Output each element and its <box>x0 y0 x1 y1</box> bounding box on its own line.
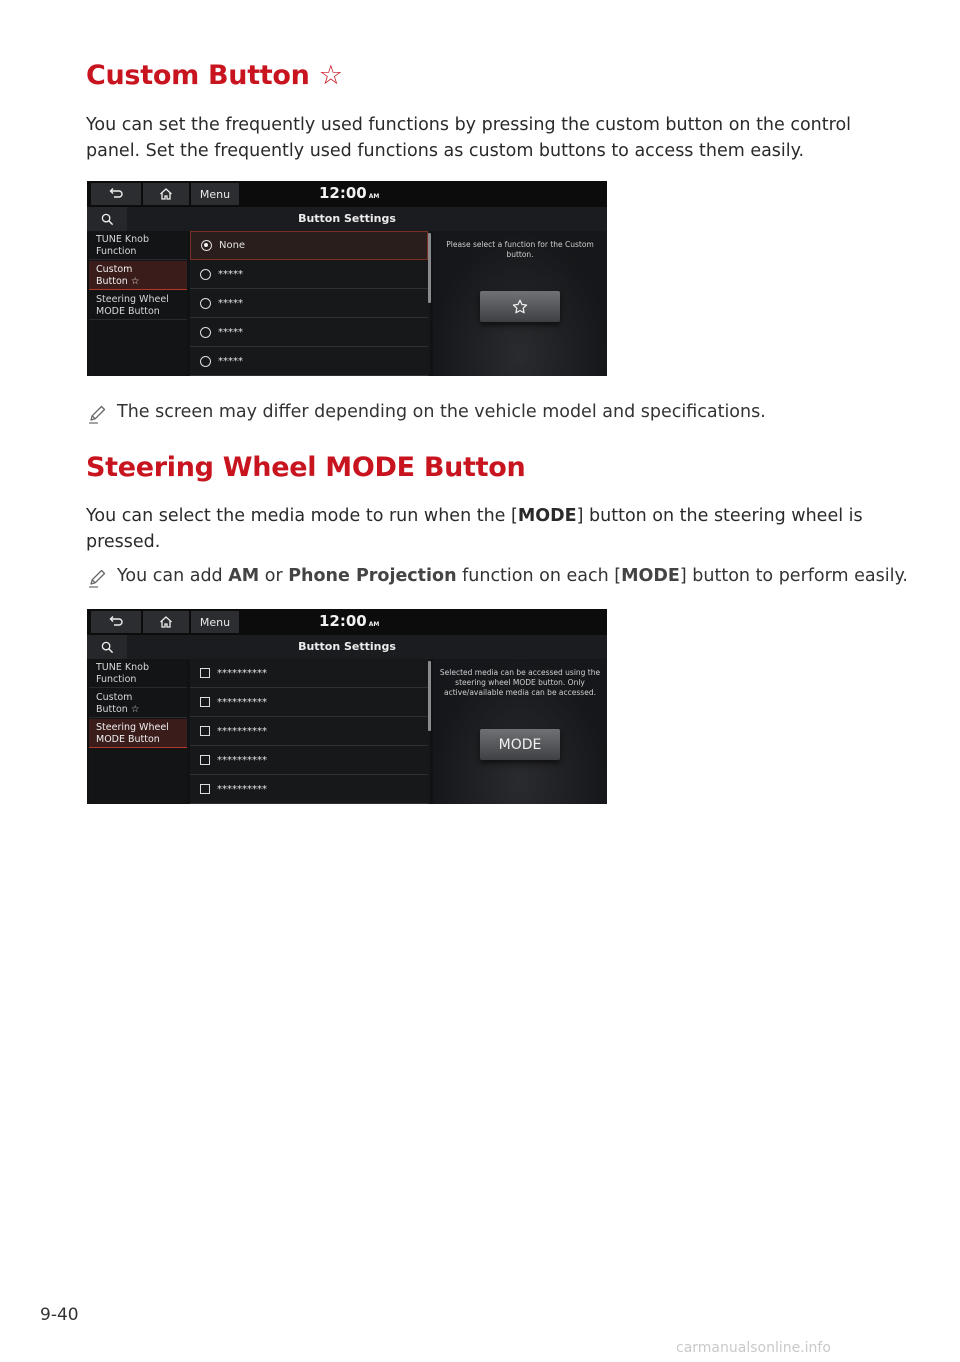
checkbox-icon <box>200 755 210 765</box>
info-panel <box>433 659 607 804</box>
scrollbar[interactable] <box>428 233 431 303</box>
option-row[interactable]: None <box>190 231 428 260</box>
search-icon <box>101 641 114 654</box>
option-row[interactable]: ********** <box>190 717 428 746</box>
option-row[interactable]: ********** <box>190 775 428 804</box>
checkbox-icon <box>200 726 210 736</box>
pencil-note-icon <box>86 567 108 589</box>
option-row[interactable]: ********** <box>190 688 428 717</box>
search-icon <box>101 213 114 226</box>
settings-sidebar <box>89 231 187 376</box>
scrollbar[interactable] <box>428 661 431 731</box>
page-number: 9-40 <box>40 1305 79 1325</box>
option-row[interactable]: ***** <box>190 347 428 376</box>
checkbox-icon <box>200 697 210 707</box>
top-bar <box>87 181 607 207</box>
option-row[interactable]: ***** <box>190 318 428 347</box>
custom-star-button[interactable] <box>480 291 560 322</box>
back-button[interactable] <box>91 611 141 633</box>
checkbox-icon <box>200 668 210 678</box>
clock: 12:00 AM <box>319 184 380 202</box>
section-body-steering-wheel-mode: You can select the media mode to run when the [MODE] button on the steering wheel is pressed. <box>86 506 863 552</box>
screen-title: Button Settings <box>298 640 396 653</box>
info-text: Please select a function for the Custom button. <box>446 240 594 259</box>
title-bar <box>87 635 607 659</box>
radio-icon <box>200 356 211 367</box>
pencil-note-icon <box>86 403 108 425</box>
sidebar-item-tune-knob[interactable]: TUNE Knob Function <box>89 231 187 260</box>
home-button[interactable] <box>143 183 189 205</box>
search-button[interactable] <box>87 635 127 659</box>
radio-icon <box>200 269 211 280</box>
home-icon <box>158 614 174 630</box>
note-add-functions: You can add AM or Phone Projection function on each [MODE] button to perform easily. <box>86 566 908 589</box>
clock: 12:00 AM <box>319 612 380 630</box>
mode-button[interactable]: MODE <box>480 729 560 760</box>
top-bar <box>87 609 607 635</box>
options-list <box>190 231 430 376</box>
option-row[interactable]: ********** <box>190 659 428 688</box>
section-body-custom-button: You can set the frequently used functions by pressing the custom button on the control panel. Set the frequently used functions as custom buttons to access them easily. <box>86 115 852 161</box>
settings-sidebar <box>89 659 187 804</box>
screen-title: Button Settings <box>298 212 396 225</box>
back-button[interactable] <box>91 183 141 205</box>
option-row[interactable]: ***** <box>190 289 428 318</box>
checkbox-icon <box>200 784 210 794</box>
star-outline-icon <box>511 298 529 316</box>
note-screen-differs: The screen may differ depending on the vehicle model and specifications. <box>86 402 766 425</box>
search-button[interactable] <box>87 207 127 231</box>
watermark: carmanualsonline.info <box>676 1340 831 1356</box>
radio-selected-icon <box>201 240 212 251</box>
home-button[interactable] <box>143 611 189 633</box>
section-title-custom-button: Custom Button ☆ <box>86 60 343 91</box>
sidebar-item-steering-wheel-mode[interactable]: Steering Wheel MODE Button <box>89 291 187 320</box>
title-bar <box>87 207 607 231</box>
sidebar-item-custom-button[interactable]: Custom Button ☆ <box>89 261 187 290</box>
home-icon <box>158 186 174 202</box>
sidebar-item-tune-knob[interactable]: TUNE Knob Function <box>89 659 187 688</box>
sidebar-item-custom-button[interactable]: Custom Button ☆ <box>89 689 187 718</box>
menu-button[interactable]: Menu <box>191 183 239 205</box>
screenshot-custom-button <box>87 181 607 376</box>
back-icon <box>108 614 124 630</box>
radio-icon <box>200 327 211 338</box>
options-list <box>190 659 430 804</box>
sidebar-item-steering-wheel-mode[interactable]: Steering Wheel MODE Button <box>89 719 187 748</box>
menu-button[interactable]: Menu <box>191 611 239 633</box>
info-panel <box>433 231 607 376</box>
star-icon: ☆ <box>318 60 343 91</box>
option-row[interactable]: ********** <box>190 746 428 775</box>
info-text: Selected media can be accessed using the steering wheel MODE button. Only active/available media can be accessed. <box>439 668 601 697</box>
screenshot-steering-wheel-mode <box>87 609 607 804</box>
section-title-steering-wheel-mode: Steering Wheel MODE Button <box>86 452 526 483</box>
back-icon <box>108 186 124 202</box>
option-row[interactable]: ***** <box>190 260 428 289</box>
radio-icon <box>200 298 211 309</box>
